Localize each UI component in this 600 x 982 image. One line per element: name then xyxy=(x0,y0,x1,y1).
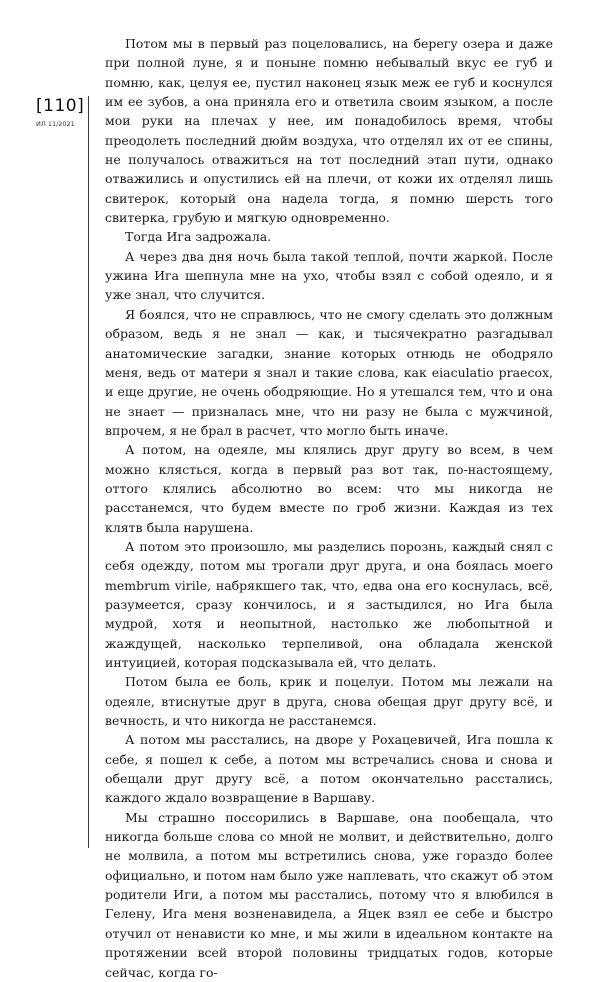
paragraph: Потом была ее боль, крик и поцелуи. Потом мы лежали на одеяле, втиснутые друг в друга, снова обещая друг другу всё, и вечность, и что никогда не расстанемся. xyxy=(105,674,553,729)
paragraph: А через два дня ночь была такой теплой, почти жаркой. После ужина Ига шепнула мне на ухо, чтобы взял с собой одеяло, и я уже знал, что случится. xyxy=(105,248,553,303)
paragraph: А потом мы расстались, на дворе у Рохацевичей, Ига пошла к себе, я пошел к себе, а потом мы встречались снова и снова и обещали друг другу всё, а потом окончательно расстались, каждого ждало возвращение в Варшаву. xyxy=(105,732,553,806)
margin-column xyxy=(36,96,89,848)
paragraph: Потом мы в первый раз поцеловались, на берегу озера и даже при полной луне, я и поныне помню небывалый вкус ее губ и помню, как, целуя ее, пустил наконец язык меж ее губ и коснулся им ее зубов, а она приняла его и ответила своим языком, а после мои руки на плечах у нее, им понадобилось время, чтобы преодолеть последний дюйм воздуха, что отделял их от ее спины, не получалось отважиться на тот последний этап пути, однако отважились и опустились ей на плечи, от кожи их отделял лишь свитерок, который она надела тогда, я помню шерсть того свитерка, грубую и мягкую одновременно. xyxy=(105,36,553,226)
paragraph: Я боялся, что не справлюсь, что не смогу сделать это должным образом, ведь я не знал — как, и тысячекратно разгадывал анатомические загадки, знание которых отнюдь не ободряло меня, ведь от матери я знал и такие слова, как eiaculatio praecox, и еще другие, не очень ободряющие. Но я утешался тем, что и она не знает — призналась мне, что ни разу не была с мужчиной, впрочем, я не брал в расчет, что могло быть иначе. xyxy=(105,306,553,438)
page-number: [110] xyxy=(36,96,85,116)
paragraph: Мы страшно поссорились в Варшаве, она пообещала, что никогда больше слова со мной не молвит, и действительно, долго не молвила, а потом мы встретились снова, уже гораздо более официально, и потом нам было уже наплевать, что скажут об этом родители Иги, а потом мы расстались, потому что я влюбился в Гелену, Ига меня возненавидела, а Яцек взял ее себе и быстро отучил от ненависти ко мне, и мы жили в идеальном контакте на протяжении всей второй половины тридцатых годов, которые сейчас, когда го- xyxy=(105,809,553,980)
body-text xyxy=(105,34,553,982)
issue-label: ИЛ 11/2021 xyxy=(36,120,75,128)
paragraph: А потом, на одеяле, мы клялись друг другу во всем, в чем можно клясться, когда в первый раз вот так, по-настоящему, оттого клялись абсолютно во всем: что мы никогда не расстанемся, что будем вместе по гроб жизни. Каждая из тех клятв была нарушена. xyxy=(105,442,553,535)
paragraph: А потом это произошло, мы разделись порознь, каждый снял с себя одежду, потом мы трогали друг друга, и она боялась моего membrum virile, набрякшего так, что, едва она его коснулась, всё, разумеется, сразу кончилось, и я застыдился, но Ига была мудрой, хотя и неопытной, настолько же любопытной и жаждущей, насколько терпеливой, она обладала женской интуицией, которая подсказывала ей, что делать. xyxy=(105,538,553,670)
paragraph: Тогда Ига задрожала. xyxy=(125,229,272,245)
